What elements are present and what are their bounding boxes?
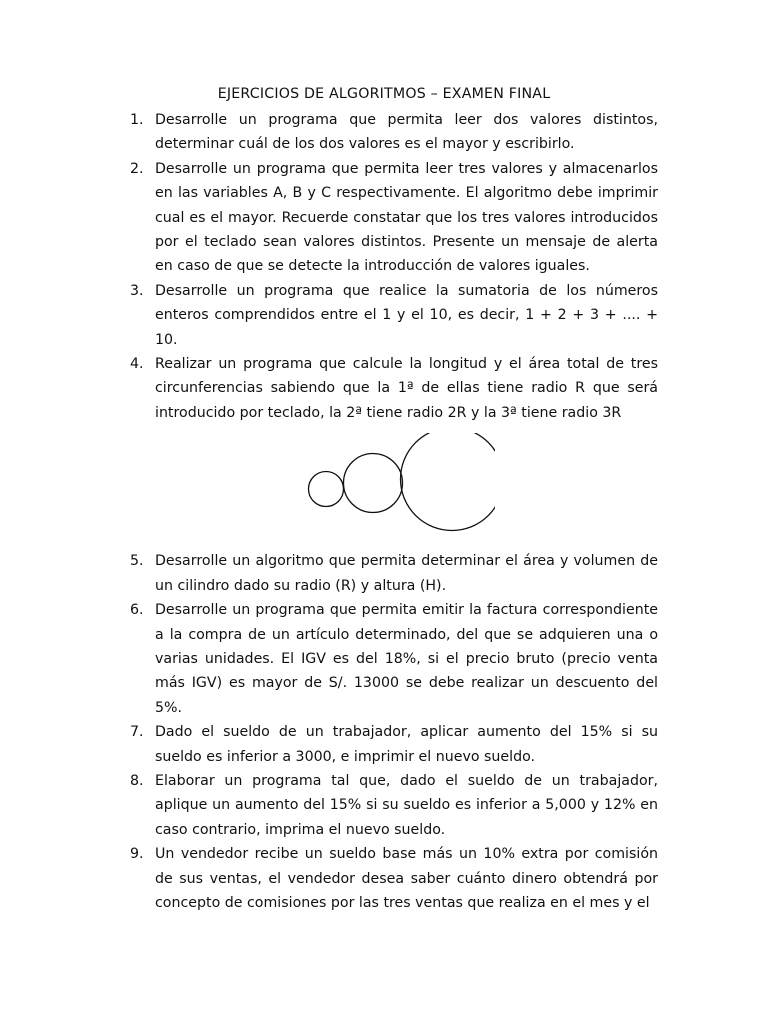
exercise-list [130,108,658,915]
item-text: Realizar un programa que calcule la longitud y el área total de tres circunferencias sabiendo que la 1ª de ellas tiene radio R que será introducido por teclado, la 2ª tiene radio 2R y la 3ª tiene radio 3R [155,356,658,421]
item-number: 1. [130,112,144,128]
item-text: Desarrolle un programa que permita emitir la factura correspondiente a la compra de un artículo determinado, del que se adquieren una o varias unidades. El IGV es del 18%, si el precio bruto (precio venta más IGV) es mayor de S/. 13000 se debe realizar un descuento del 5%. [155,602,658,716]
circle-radius-r [309,472,344,507]
item-number: 7. [130,724,144,741]
item-text: Dado el sueldo de un trabajador, aplicar aumento del 15% si su sueldo es inferior a 3000, e imprimir el nuevo sueldo. [155,724,658,765]
exercise-item-2 [130,157,658,279]
item-number: 3. [130,282,144,299]
circle-radius-2r [344,454,403,513]
item-text: Desarrolle un programa que permita leer tres valores y almacenarlos en las variables A, B y C respectivamente. El algoritmo debe imprimir cual es el mayor. Recuerde constatar que los tres valores introducidos por el teclado sean valores distintos. Presente un mensaje de alerta en caso de que se detecte la introducción de valores iguales. [155,160,658,275]
item-text: Elaborar un programa tal que, dado el sueldo de un trabajador, aplique un aumento del 15% si su sueldo es inferior a 5,000 y 12% en caso contrario, imprima el nuevo sueldo. [155,772,658,838]
item-text: Desarrolle un algoritmo que permita determinar el área y volumen de un cilindro dado su radio (R) y altura (H). [155,553,658,594]
item-number: 5. [130,553,144,570]
item-text: Desarrolle un programa que permita leer dos valores distintos, determinar cuál de los dos valores es el mayor y escribirlo. [155,112,658,153]
circles-figure [130,427,658,549]
item-text: Desarrolle un programa que realice la sumatoria de los números enteros comprendidos entre el 1 y el 10, es decir, 1 + 2 + 3 + .... + 10. [155,282,658,348]
exercise-item-4 [130,352,658,425]
item-number: 4. [130,356,144,373]
item-number: 8. [130,772,144,789]
item-number: 2. [130,160,144,177]
item-number: 6. [130,602,144,619]
exercise-item-1 [130,108,658,157]
exercise-item-6 [130,598,658,720]
exercise-item-3 [130,279,658,352]
document-title: EJERCICIOS DE ALGORITMOS – EXAMEN FINAL [217,86,551,102]
item-text: Un vendedor recibe un sueldo base más un 10% extra por comisión de sus ventas, el vendedor desea saber cuánto dinero obtendrá por concepto de comisiones por las tres ventas que realiza en el mes y el [155,846,658,911]
exercise-item-5 [130,549,658,598]
exercise-item-9 [130,842,658,915]
exercise-item-8 [130,769,658,842]
three-circles-diagram [305,433,495,533]
circle-radius-3r [401,433,496,531]
item-number: 9. [130,846,144,863]
exercise-item-7 [130,720,658,769]
